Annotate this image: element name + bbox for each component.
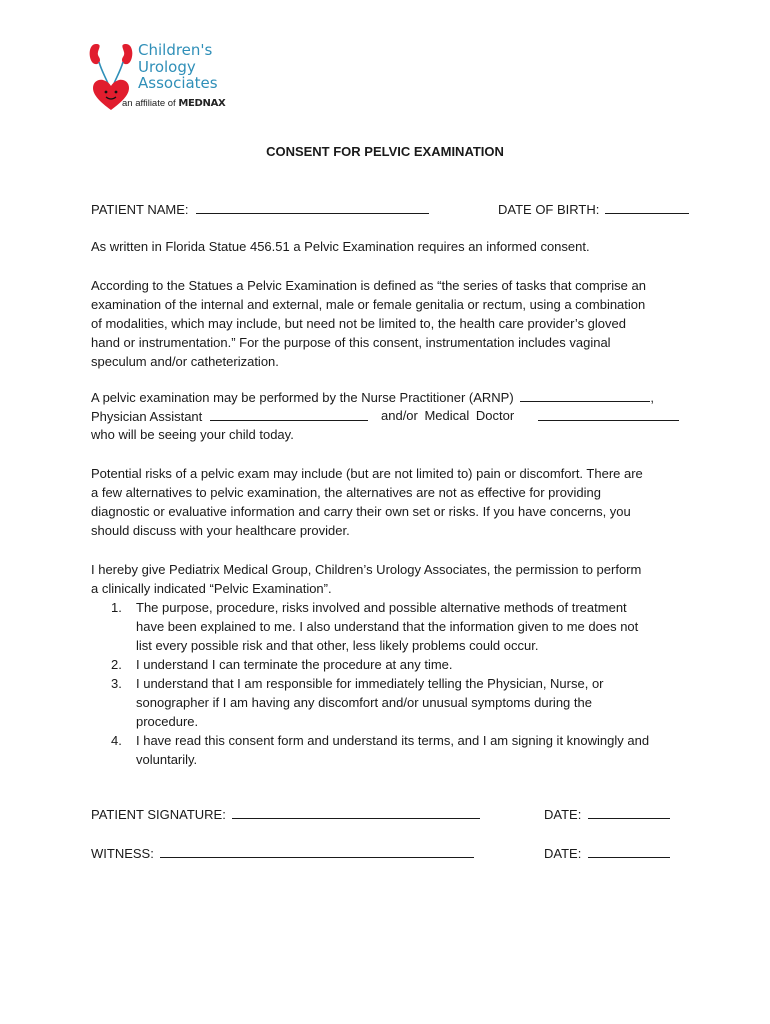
risks-paragraph: Potential risks of a pelvic exam may include (but are not limited to) pain or discomfort. There are a few alternatives to pelvic examination, the alternatives are not as effective for providing diagnostic or evaluative information and carry their own set or risks. If you have concerns, you should discuss with your healthcare provider. xyxy=(91,466,643,538)
date-label: DATE: xyxy=(544,846,582,861)
permission-paragraph: I hereby give Pediatrix Medical Group, Children’s Urology Associates, the permission to perform a clinically indicated “Pelvic Examination”. xyxy=(91,562,642,596)
signature-date-row xyxy=(544,806,670,822)
pa-md-line xyxy=(91,408,368,424)
witness-date-row xyxy=(544,845,670,861)
who-line: who will be seeing your child today. xyxy=(91,427,294,442)
logo xyxy=(88,40,248,115)
patient-name-row xyxy=(91,201,429,217)
list-item: 4. I have read this consent form and understand its terms, and I am signing it knowingly and voluntarily. xyxy=(111,733,650,767)
dob-row xyxy=(498,201,689,217)
patient-name-label: PATIENT NAME: xyxy=(91,202,189,217)
dob-field[interactable] xyxy=(605,201,689,214)
affiliate-brand: MEDNAX xyxy=(178,98,226,109)
pa-field[interactable] xyxy=(210,408,368,421)
patient-name-field[interactable] xyxy=(196,201,429,214)
witness-date-field[interactable] xyxy=(588,845,670,858)
signature-row xyxy=(91,806,480,822)
arnp-field[interactable] xyxy=(520,389,650,402)
md-label: and/or Medical Doctor xyxy=(381,408,515,423)
pa-label: Physician Assistant xyxy=(91,409,203,424)
performed-by-line: A pelvic examination may be performed by the Nurse Practitioner (ARNP) , xyxy=(91,390,654,405)
logo-affiliate: an affiliate of MEDNAX xyxy=(122,98,226,109)
witness-field[interactable] xyxy=(160,845,474,858)
list-item: 1. The purpose, procedure, risks involved and possible alternative methods of treatment have been explained to me. I also understand that the information given to me does not list every possible risk and that other, less likely problems could occur. xyxy=(111,600,639,653)
signature-field[interactable] xyxy=(232,806,480,819)
date-label: DATE: xyxy=(544,807,582,822)
list-item: 2. I understand I can terminate the procedure at any time. xyxy=(111,657,453,672)
signature-label: PATIENT SIGNATURE: xyxy=(91,807,226,822)
logo-wordmark: Children's Urology Associates xyxy=(138,41,218,92)
document-title: CONSENT FOR PELVIC EXAMINATION xyxy=(266,144,504,159)
dob-label: DATE OF BIRTH: xyxy=(498,202,600,217)
signature-date-field[interactable] xyxy=(588,806,670,819)
witness-row xyxy=(91,845,474,861)
statute-paragraph: As written in Florida Statue 456.51 a Pelvic Examination requires an informed consent. xyxy=(91,239,590,254)
list-item: 3. I understand that I am responsible for immediately telling the Physician, Nurse, or sonographer if I am having any discomfort and/or unusual symptoms during the procedure. xyxy=(111,676,604,729)
right-kidney xyxy=(122,44,132,64)
md-field[interactable] xyxy=(538,408,679,421)
left-kidney xyxy=(90,44,100,64)
witness-label: WITNESS: xyxy=(91,846,154,861)
definition-paragraph: According to the Statues a Pelvic Examination is defined as “the series of tasks that comprise an examination of the internal and external, male or female genitalia or rectum, using a combination of modalities, which may include, but need not be limited to, the health care provider’s gloved hand or instrumentation.” For the purpose of this consent, instrumentation includes vaginal speculum and/or catheterization. xyxy=(91,278,646,369)
md-line xyxy=(381,408,514,423)
